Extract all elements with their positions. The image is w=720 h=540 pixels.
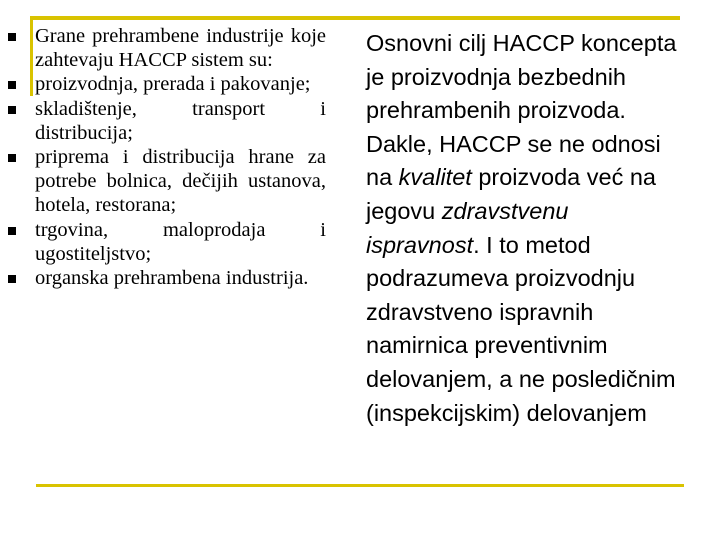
- top-decorative-rule: [30, 16, 680, 20]
- list-item-text: organska prehrambena industrija.: [35, 267, 309, 290]
- list-item-text: Grane prehrambene industrije koje zahtevaju HACCP sistem su:: [35, 25, 326, 72]
- emphasis-health-safety: zdravstvenu ispravnost: [366, 197, 569, 258]
- haccp-goal-paragraph: [366, 27, 718, 430]
- emphasis-quality: kvalitet: [398, 164, 472, 191]
- square-bullet-icon: [8, 227, 16, 235]
- list-item: [8, 218, 326, 266]
- list-item: [8, 145, 326, 218]
- square-bullet-icon: [8, 275, 16, 283]
- list-item-text: skladištenje, transport i distribucija;: [35, 97, 326, 144]
- square-bullet-icon: [8, 106, 16, 114]
- square-bullet-icon: [8, 33, 16, 41]
- list-item: [8, 266, 326, 290]
- paragraph-text-2: proizvoda već na jegovu: [366, 164, 657, 224]
- paragraph-text-3: . I to metod podrazumeva proizvodnju zdravstveno ispravnih namirnica preventivnim delovanjem, a ne posledičnim (inspekcijskim) delovanjem: [366, 231, 676, 426]
- bottom-decorative-rule: [36, 484, 684, 487]
- list-item: [8, 97, 326, 145]
- square-bullet-icon: [8, 154, 16, 162]
- list-item-text: proizvodnja, prerada i pakovanje;: [35, 73, 311, 96]
- list-item: [8, 72, 326, 96]
- list-item: [8, 24, 326, 72]
- list-item-text: trgovina, maloprodaja i ugostiteljstvo;: [35, 218, 326, 265]
- list-item-text: priprema i distribucija hrane za potrebe bolnica, dečijih ustanova, hotela, restorana;: [35, 146, 326, 217]
- bullet-list: [8, 24, 326, 290]
- paragraph-text-1: Osnovni cilj HACCP koncepta je proizvodnja bezbednih prehrambenih proizvoda. Dakle, HACCP se ne odnosi na: [366, 30, 677, 191]
- square-bullet-icon: [8, 81, 16, 89]
